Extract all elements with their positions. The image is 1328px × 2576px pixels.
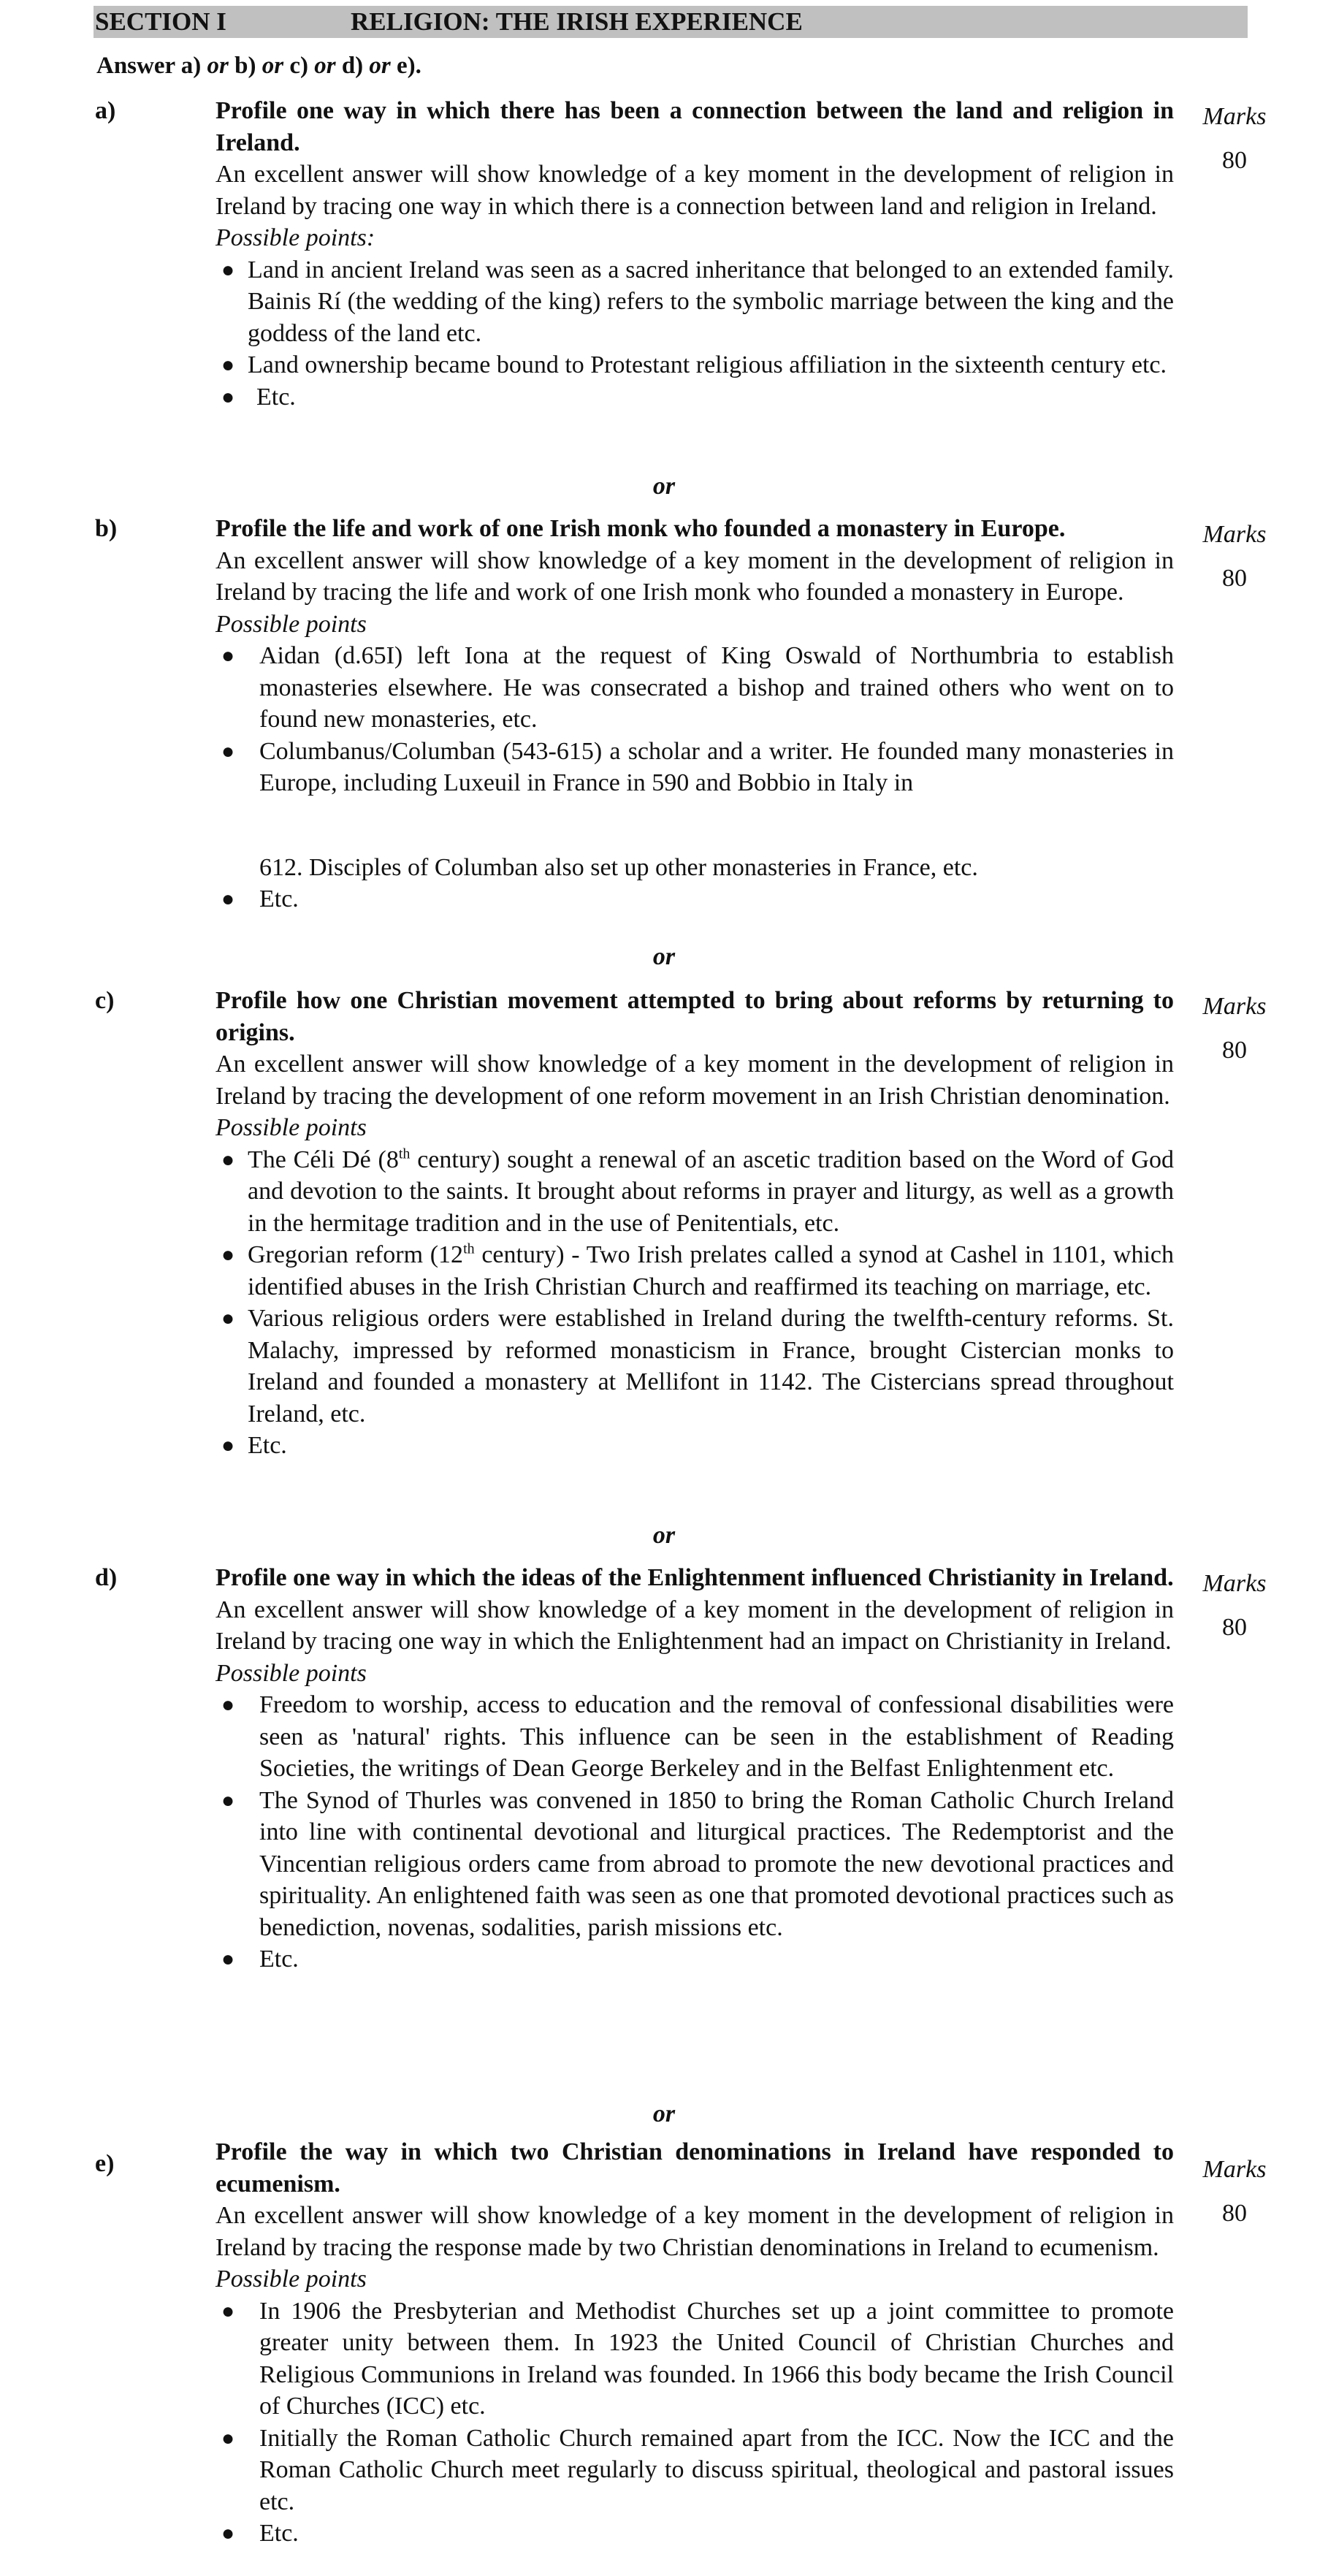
question-intro: An excellent answer will show knowledge of a key moment in the development of religion in Ireland by tracing the life and work of one Irish monk who founded a monastery in Europe.: [215, 546, 1174, 606]
question-body: [215, 985, 1174, 1462]
marks-value: 80: [1222, 1037, 1247, 1064]
question-title: Profile the life and work of one Irish monk who founded a monastery in Europe.: [215, 515, 1066, 542]
question-intro: An excellent answer will show knowledge of a key moment in the development of religion in Ireland by tracing the response made by two Christian denominations in Ireland to ecumenism.: [215, 2202, 1174, 2261]
question-letter: e): [95, 2150, 115, 2177]
marks-box: [1183, 95, 1286, 183]
list-item: ● Etc.: [215, 2518, 1174, 2550]
question-letter: c): [95, 987, 115, 1014]
bullet-icon: ●: [221, 2298, 235, 2323]
marks-label: Marks: [1202, 993, 1267, 1020]
marks-label: Marks: [1202, 521, 1267, 548]
points-list: [215, 2295, 1174, 2550]
possible-points-label: Possible points: [215, 1114, 367, 1141]
question-title: Profile the way in which two Christian denominations in Ireland have responded to ecumenism.: [215, 2138, 1174, 2198]
or-separator: or: [652, 473, 676, 500]
list-item: ● Freedom to worship, access to education and the removal of confessional disabilities were seen as 'natural' rights. This influence can be seen in the establishment of Reading Societies, the writings of Dean George Berkeley and in the Belfast Enlightenment etc.: [215, 1689, 1174, 1785]
points-list: [215, 1689, 1174, 1975]
question-body: [215, 95, 1174, 413]
list-item: ● Gregorian reform (12th century) - Two Irish prelates called a synod at Cashel in 1101, which identified abuses in the Irish Christian Church and reaffirmed its teaching on marriage, etc.: [215, 1239, 1174, 1303]
list-item: ● Various religious orders were established in Ireland during the twelfth-century reforms. St. Malachy, impressed by reformed monasticism in France, brought Cistercian monks to Ireland and founded a monastery at Mellifont in 1142. The Cistercians spread throughout Ireland, etc.: [215, 1303, 1174, 1430]
instruction-part-e: e).: [397, 53, 421, 79]
bullet-icon: ●: [221, 887, 235, 911]
instruction-or: or: [314, 53, 336, 79]
bullet-icon: ●: [221, 1243, 235, 1267]
question-letter: b): [95, 515, 118, 542]
or-separator: or: [652, 2100, 676, 2127]
marks-value: 80: [1222, 147, 1247, 174]
bullet-icon: ●: [221, 1693, 235, 1717]
list-item: ● Etc.: [215, 883, 1174, 915]
points-list: [215, 254, 1174, 414]
list-item: ● Etc.: [215, 1943, 1174, 1975]
list-item: ● Land ownership became bound to Protestant religious affiliation in the sixteenth century etc.: [215, 349, 1174, 381]
bullet-icon: ●: [221, 384, 235, 409]
question-body: [215, 1562, 1174, 1975]
section-number: SECTION I: [95, 7, 226, 36]
marks-label: Marks: [1202, 103, 1267, 130]
bullet-icon: ●: [221, 644, 235, 668]
possible-points-label: Possible points: [215, 2266, 367, 2293]
section-header-bar: [94, 6, 1248, 38]
question-body: [215, 513, 1174, 915]
bullet-icon: ●: [221, 1306, 235, 1330]
bullet-icon: ●: [221, 353, 235, 377]
marks-value: 80: [1222, 2200, 1247, 2227]
list-item: ● In 1906 the Presbyterian and Methodist Churches set up a joint committee to promote greater unity between them. In 1923 the United Council of Christian Churches and Religious Communions in Ireland was founded. In 1966 this body became the Irish Council of Churches (ICC) etc.: [215, 2295, 1174, 2423]
points-list: [215, 1144, 1174, 1462]
possible-points-label: Possible points: [215, 610, 367, 638]
instruction-part-b: b): [234, 53, 256, 79]
question-title: Profile one way in which the ideas of the Enlightenment influenced Christianity in Ireland.: [215, 1564, 1174, 1591]
bullet-icon: ●: [221, 1788, 235, 1813]
marks-label: Marks: [1202, 2156, 1267, 2183]
instruction-or: or: [262, 53, 284, 79]
instruction-or: or: [207, 53, 229, 79]
list-item: ● Land in ancient Ireland was seen as a sacred inheritance that belonged to an extended family. Bainis Rí (the wedding of the king) refers to the symbolic marriage between the king and the goddess of the land etc.: [215, 254, 1174, 350]
list-item: ● The Céli Dé (8th century) sought a renewal of an ascetic tradition based on the Word of God and devotion to the saints. It brought about reforms in prayer and liturgy, as well as a growth in the hermitage tradition and in the use of Penitentials, etc.: [215, 1144, 1174, 1240]
points-list: [215, 640, 1174, 915]
marks-value: 80: [1222, 1614, 1247, 1641]
instruction-part-d: d): [341, 53, 364, 79]
question-title: Profile how one Christian movement attempted to bring about reforms by returning to origins.: [215, 987, 1174, 1046]
question-body: [215, 2136, 1174, 2550]
possible-points-label: Possible points: [215, 1659, 367, 1687]
marks-box: [1183, 2148, 1286, 2236]
list-item: ● Etc.: [215, 381, 1174, 414]
question-letter: a): [95, 97, 116, 124]
list-item: ● Etc.: [215, 1430, 1174, 1462]
instruction-part-c: c): [289, 53, 308, 79]
question-title: Profile one way in which there has been a connection between the land and religion in Ireland.: [215, 97, 1174, 156]
question-letter: d): [95, 1564, 118, 1591]
question-intro: An excellent answer will show knowledge of a key moment in the development of religion in Ireland by tracing one way in which there is a connection between land and religion in Ireland.: [215, 161, 1174, 220]
list-item: ● Initially the Roman Catholic Church remained apart from the ICC. Now the ICC and the Roman Catholic Church meet regularly to discuss spiritual, theological and pastoral issues etc.: [215, 2423, 1174, 2518]
bullet-icon: ●: [221, 257, 235, 282]
list-item: ● The Synod of Thurles was convened in 1850 to bring the Roman Catholic Church Ireland into line with continental devotional and liturgical practices. The Redemptorist and the Vincentian religious orders came from abroad to promote the new devotional practices and spirituality. An enlightened faith was seen as one that promoted devotional practices such as benediction, novenas, sodalities, parish missions etc.: [215, 1785, 1174, 1944]
bullet-icon: ●: [221, 1433, 235, 1457]
question-intro: An excellent answer will show knowledge of a key moment in the development of religion in Ireland by tracing one way in which the Enlightenment had an impact on Christianity in Ireland.: [215, 1596, 1174, 1655]
list-item: ● Aidan (d.65I) left Iona at the request of King Oswald of Northumbria to establish monasteries elsewhere. He was consecrated a bishop and trained others who went on to found new monasteries, etc.: [215, 640, 1174, 736]
marks-box: [1183, 513, 1286, 601]
or-separator: or: [652, 1522, 676, 1549]
instruction-part-a: Answer a): [96, 53, 202, 79]
marks-box: [1183, 985, 1286, 1072]
marks-box: [1183, 1562, 1286, 1650]
answer-instruction: [96, 50, 421, 82]
bullet-icon: ●: [221, 1947, 235, 1971]
question-intro: An excellent answer will show knowledge of a key moment in the development of religion in Ireland by tracing the development of one reform movement in an Irish Christian denomination.: [215, 1051, 1174, 1110]
marks-label: Marks: [1202, 1570, 1267, 1597]
possible-points-label: Possible points:: [215, 224, 375, 251]
marks-value: 80: [1222, 565, 1247, 592]
or-separator: or: [652, 943, 676, 970]
section-title: RELIGION: THE IRISH EXPERIENCE: [351, 7, 803, 36]
instruction-or: or: [369, 53, 391, 79]
list-item: ● Columbanus/Columban (543-615) a scholar and a writer. He founded many monasteries in Europe, including Luxeuil in France in 590 and Bobbio in Italy in 612. Disciples of Columban also set up other monasteries in France, etc.: [215, 736, 1174, 884]
bullet-icon: ●: [221, 2426, 235, 2450]
bullet-icon: ●: [221, 2521, 235, 2545]
bullet-icon: ●: [221, 1147, 235, 1172]
bullet-icon: ●: [221, 739, 235, 763]
